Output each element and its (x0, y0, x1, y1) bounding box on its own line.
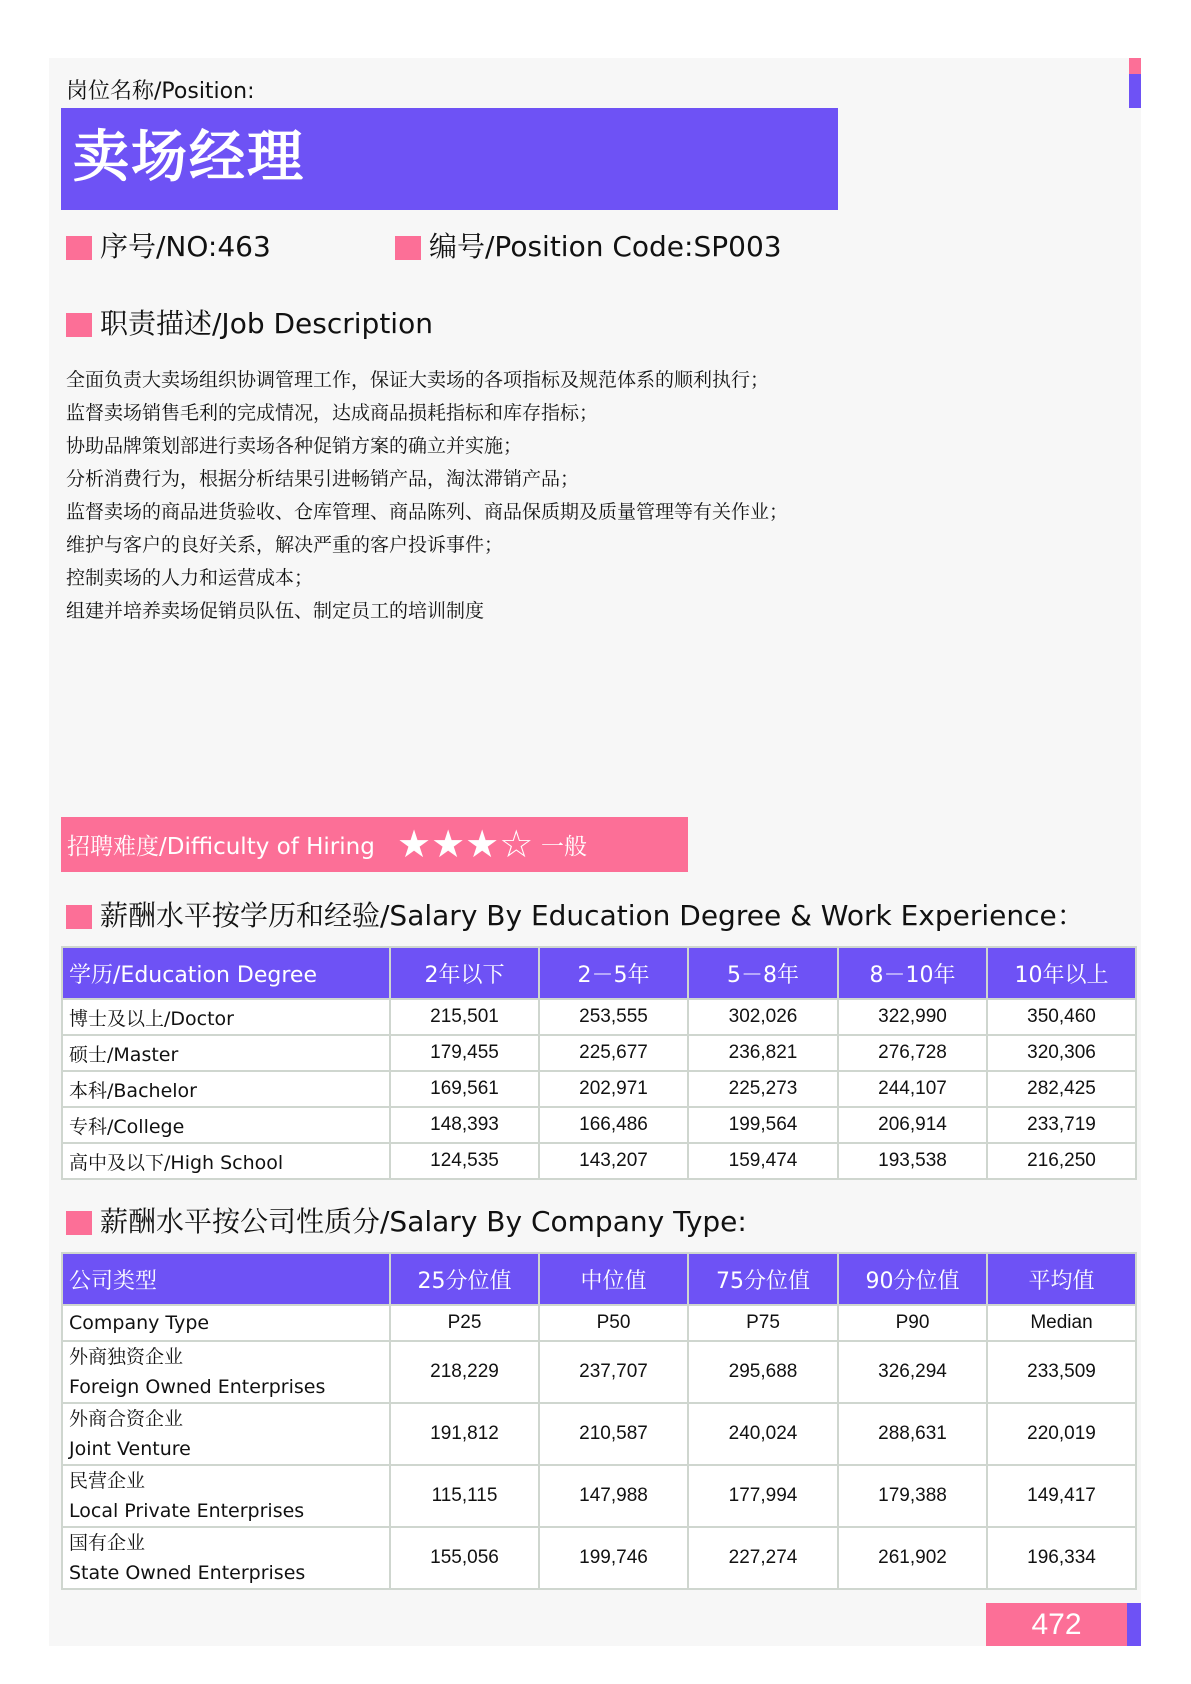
position-label: 岗位名称/Position: (66, 79, 255, 104)
column-header: 5－8年 (688, 947, 838, 999)
bullet-square-icon (395, 236, 421, 260)
table-cell: 220,019 (987, 1403, 1136, 1465)
table-cell: 236,821 (688, 1035, 838, 1071)
salary-education-title: 薪酬水平按学历和经验/Salary By Education Degree & Work Experience： (100, 899, 1085, 932)
table-cell: 210,587 (539, 1403, 688, 1465)
table-row (62, 1107, 1136, 1143)
corner-decoration-pink (1129, 58, 1141, 74)
row-label-cn: 外商合资企业 (69, 1408, 184, 1430)
salary-company-title: 薪酬水平按公司性质分/Salary By Company Type: (100, 1205, 747, 1238)
job-description-list (66, 364, 788, 628)
table-cell: 179,455 (390, 1035, 539, 1071)
table-cell: 261,902 (838, 1527, 987, 1589)
description-line: 维护与客户的良好关系，解决严重的客户投诉事件； (66, 534, 504, 556)
table-cell: 253,555 (539, 999, 688, 1035)
page-number: 472 (1031, 1608, 1082, 1641)
table-row (62, 1071, 1136, 1107)
row-label: 本科/Bachelor (62, 1071, 390, 1107)
row-label-cn: 国有企业 (69, 1532, 146, 1554)
column-header: 中位值 (539, 1253, 688, 1305)
table-cell: 159,474 (688, 1143, 838, 1179)
row-label-en: Foreign Owned Enterprises (69, 1376, 326, 1398)
code-label: 编号/Position Code:SP003 (429, 230, 782, 263)
table-cell: P90 (838, 1305, 987, 1341)
table-cell: 237,707 (539, 1341, 688, 1403)
table-cell: 147,988 (539, 1465, 688, 1527)
table-row (62, 1341, 1136, 1403)
table-header-row (62, 1253, 1136, 1305)
table-cell: 199,746 (539, 1527, 688, 1589)
table-cell: P50 (539, 1305, 688, 1341)
table-cell: 115,115 (390, 1465, 539, 1527)
hiring-difficulty-label: 招聘难度/Difficulty of Hiring (67, 834, 375, 860)
table-cell: 149,417 (987, 1465, 1136, 1527)
column-header: 平均值 (987, 1253, 1136, 1305)
row-label: 博士及以上/Doctor (62, 999, 390, 1035)
bullet-square-icon (66, 313, 92, 337)
description-line: 全面负责大卖场组织协调管理工作，保证大卖场的各项指标及规范体系的顺利执行； (66, 369, 770, 391)
table-cell: 124,535 (390, 1143, 539, 1179)
table-cell: 166,486 (539, 1107, 688, 1143)
row-label (62, 1403, 390, 1465)
table-row (62, 999, 1136, 1035)
table-cell: 202,971 (539, 1071, 688, 1107)
table-cell: 177,994 (688, 1465, 838, 1527)
column-header: 90分位值 (838, 1253, 987, 1305)
description-line: 监督卖场销售毛利的完成情况，达成商品损耗指标和库存指标； (66, 402, 599, 424)
description-line: 控制卖场的人力和运营成本； (66, 567, 314, 589)
salary-education-table (61, 946, 1137, 1180)
page-number-badge (986, 1603, 1127, 1646)
corner-decoration-purple (1129, 74, 1141, 108)
column-header: 75分位值 (688, 1253, 838, 1305)
row-label (62, 1341, 390, 1403)
title-banner (61, 108, 838, 210)
table-row (62, 1143, 1136, 1179)
table-cell: 196,334 (987, 1527, 1136, 1589)
table-cell: 225,273 (688, 1071, 838, 1107)
page-number-accent (1127, 1603, 1141, 1646)
table-cell: 155,056 (390, 1527, 539, 1589)
salary-company-heading (66, 1204, 747, 1240)
table-row (62, 1527, 1136, 1589)
table-cell: 169,561 (390, 1071, 539, 1107)
table-cell: 244,107 (838, 1071, 987, 1107)
table-cell: 295,688 (688, 1341, 838, 1403)
row-label: 硕士/Master (62, 1035, 390, 1071)
table-row (62, 1035, 1136, 1071)
row-label-cn: 外商独资企业 (69, 1346, 184, 1368)
bullet-square-icon (66, 236, 92, 260)
row-label: 高中及以下/High School (62, 1143, 390, 1179)
table-cell: 193,538 (838, 1143, 987, 1179)
table-header-row (62, 947, 1136, 999)
table-cell: Median (987, 1305, 1136, 1341)
no-heading (66, 229, 271, 265)
table-cell: 240,024 (688, 1403, 838, 1465)
row-label (62, 1527, 390, 1589)
table-cell: 148,393 (390, 1107, 539, 1143)
description-line: 分析消费行为，根据分析结果引进畅销产品，淘汰滞销产品； (66, 468, 580, 490)
table-cell: 227,274 (688, 1527, 838, 1589)
hiring-difficulty-bar (61, 817, 688, 872)
star-rating-icon: ★★★☆ (397, 822, 534, 866)
table-subheader-row (62, 1305, 1136, 1341)
no-label: 序号/NO:463 (100, 230, 271, 263)
table-cell: P25 (390, 1305, 539, 1341)
row-label-cn: 民营企业 (69, 1470, 146, 1492)
table-cell: 326,294 (838, 1341, 987, 1403)
salary-company-table (61, 1252, 1137, 1590)
table-cell: 276,728 (838, 1035, 987, 1071)
column-header: 10年以上 (987, 947, 1136, 999)
table-cell: 233,719 (987, 1107, 1136, 1143)
row-label-en: Joint Venture (69, 1438, 191, 1460)
column-header: 2－5年 (539, 947, 688, 999)
table-cell: 218,229 (390, 1341, 539, 1403)
table-cell: 350,460 (987, 999, 1136, 1035)
row-label (62, 1465, 390, 1527)
table-cell: 320,306 (987, 1035, 1136, 1071)
column-header: 公司类型 (62, 1253, 390, 1305)
table-cell: 322,990 (838, 999, 987, 1035)
job-title: 卖场经理 (73, 125, 305, 190)
salary-education-heading (66, 898, 1085, 934)
row-label-en: Local Private Enterprises (69, 1500, 305, 1522)
column-header: 25分位值 (390, 1253, 539, 1305)
row-label: 专科/College (62, 1107, 390, 1143)
row-label: Company Type (62, 1305, 390, 1341)
table-cell: 216,250 (987, 1143, 1136, 1179)
table-cell: 206,914 (838, 1107, 987, 1143)
table-cell: P75 (688, 1305, 838, 1341)
table-cell: 143,207 (539, 1143, 688, 1179)
bullet-square-icon (66, 1211, 92, 1235)
table-cell: 288,631 (838, 1403, 987, 1465)
hiring-difficulty-level: 一般 (541, 834, 587, 860)
row-label-en: State Owned Enterprises (69, 1562, 306, 1584)
description-line: 组建并培养卖场促销员队伍、制定员工的培训制度 (66, 600, 485, 622)
job-description-heading (66, 306, 433, 342)
table-cell: 199,564 (688, 1107, 838, 1143)
table-cell: 179,388 (838, 1465, 987, 1527)
table-cell: 191,812 (390, 1403, 539, 1465)
table-cell: 225,677 (539, 1035, 688, 1071)
description-line: 监督卖场的商品进货验收、仓库管理、商品陈列、商品保质期及质量管理等有关作业； (66, 501, 789, 523)
bullet-square-icon (66, 905, 92, 929)
table-row (62, 1403, 1136, 1465)
table-cell: 215,501 (390, 999, 539, 1035)
column-header: 8－10年 (838, 947, 987, 999)
column-header: 2年以下 (390, 947, 539, 999)
column-header: 学历/Education Degree (62, 947, 390, 999)
description-line: 协助品牌策划部进行卖场各种促销方案的确立并实施； (66, 435, 523, 457)
table-cell: 282,425 (987, 1071, 1136, 1107)
table-cell: 302,026 (688, 999, 838, 1035)
table-row (62, 1465, 1136, 1527)
code-heading (395, 229, 782, 265)
table-cell: 233,509 (987, 1341, 1136, 1403)
job-description-title: 职责描述/Job Description (100, 307, 433, 340)
